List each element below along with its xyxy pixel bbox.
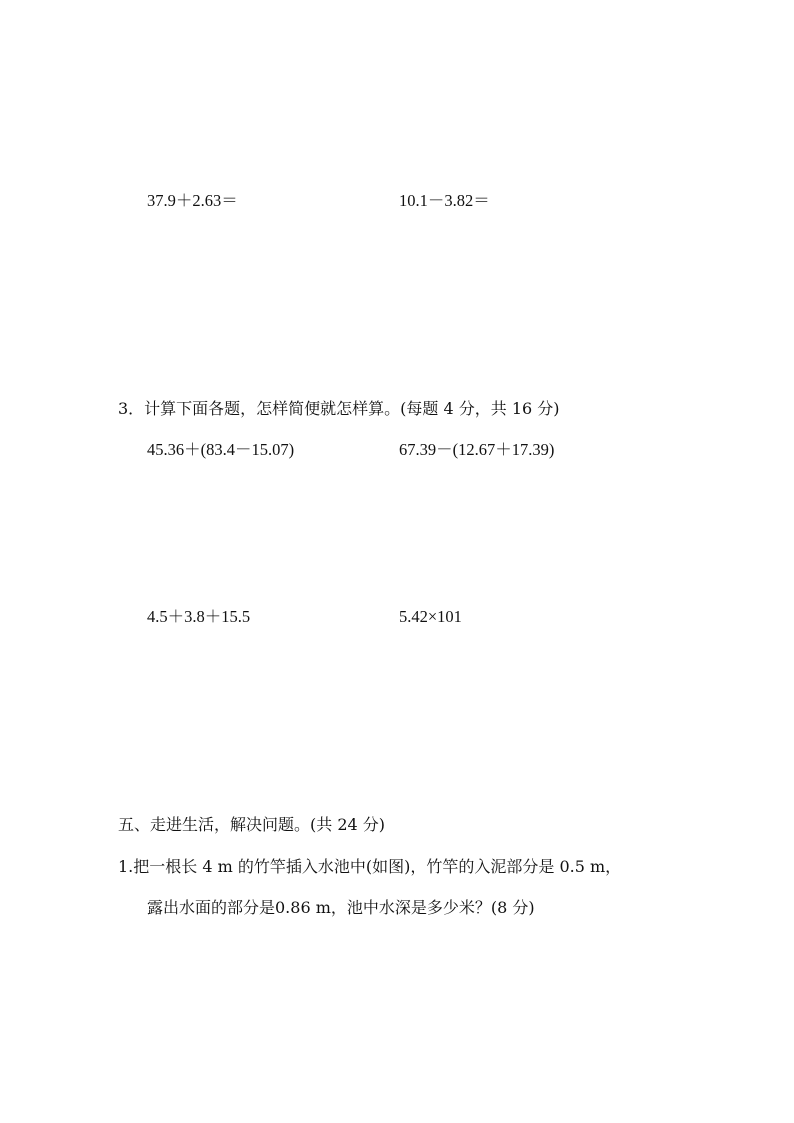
expression-10-1-minus-3-82: 10.1－3.82＝: [399, 191, 490, 210]
question-3-expression-2: 67.39－(12.67＋17.39): [399, 440, 555, 459]
problem-1-line-1: 1.把一根长 4 m 的竹竿插入水池中(如图)，竹竿的入泥部分是 0.5 m，: [118, 857, 622, 876]
expression-37-9-plus-2-63: 37.9＋2.63＝: [147, 191, 238, 210]
question-3-heading: 3．计算下面各题，怎样简便就怎样算。(每题 4 分，共 16 分): [118, 399, 560, 418]
question-3-expression-4: 5.42×101: [399, 607, 462, 626]
section-5-heading: 五、走进生活，解决问题。(共 24 分): [118, 815, 386, 834]
problem-1-line-2: 露出水面的部分是0.86 m，池中水深是多少米？(8 分): [147, 898, 535, 917]
question-3-expression-1: 45.36＋(83.4－15.07): [147, 440, 295, 459]
question-3-expression-3: 4.5＋3.8＋15.5: [147, 607, 251, 626]
